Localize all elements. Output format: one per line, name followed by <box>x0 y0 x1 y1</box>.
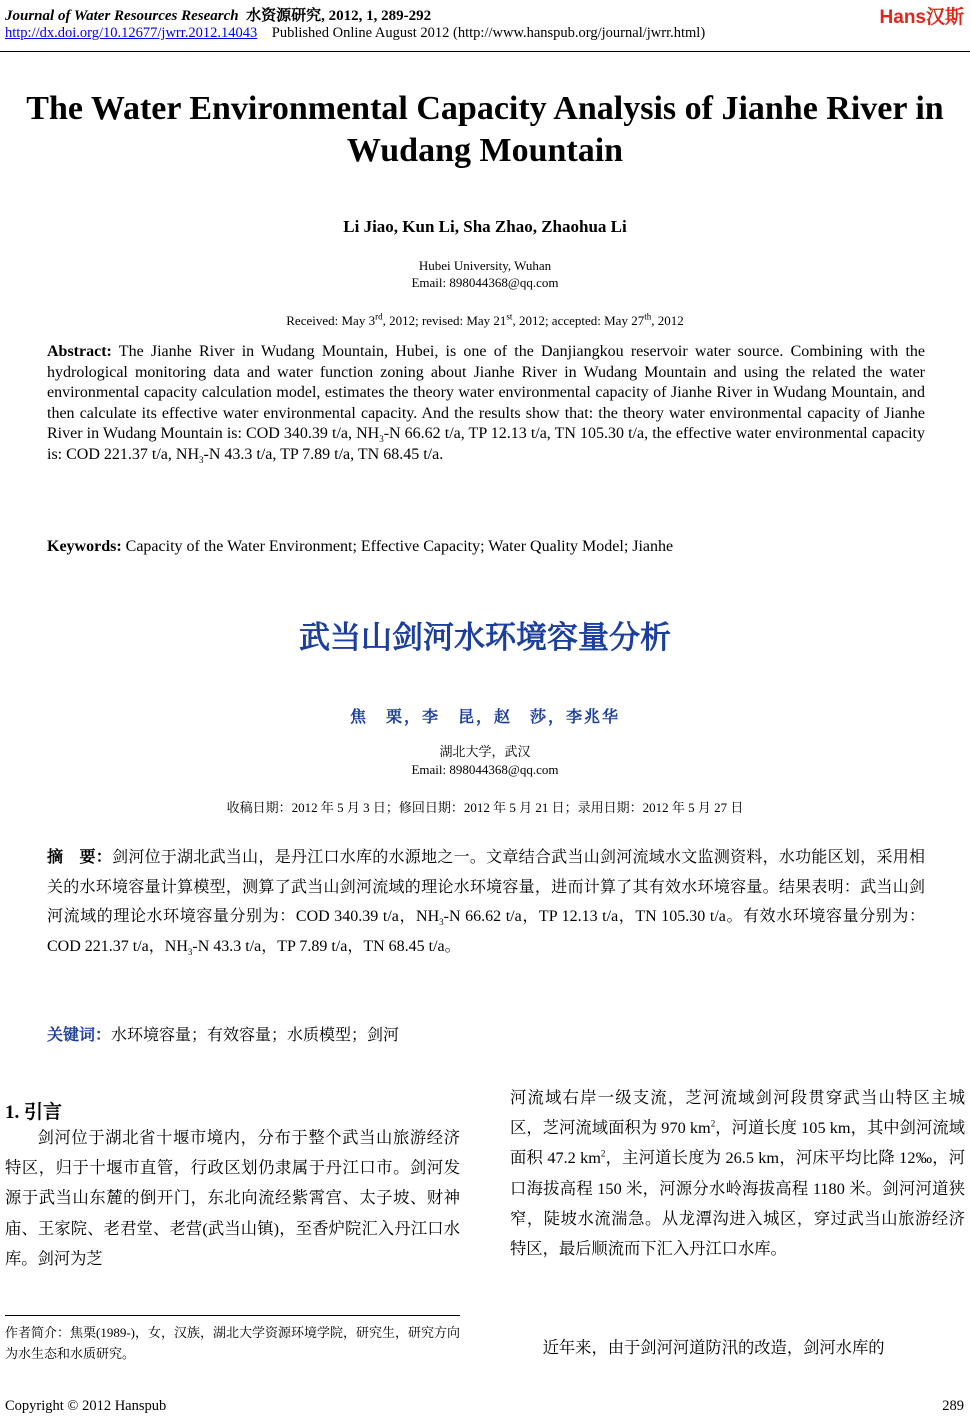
chinese-title: 武当山剑河水环境容量分析 <box>299 620 671 656</box>
authors: Li Jiao, Kun Li, Sha Zhao, Zhaohua Li <box>343 217 627 236</box>
page-number: 289 <box>942 1398 964 1414</box>
chinese-keywords <box>47 1021 925 1051</box>
abstract <box>47 342 925 466</box>
chinese-abstract <box>47 843 925 961</box>
intro-paragraph-left: 剑河位于湖北省十堰市境内，分布于整个武当山旅游经济特区，归于十堰市直管，行政区划仍隶属于丹江口市。剑河发源于武当山东麓的倒开门，东北向流经紫霄宫、太子坡、财神庙、王家院、老君堂、老营(武当山镇)，至香炉院汇入丹江口水库。剑河为芝 <box>5 1128 460 1268</box>
journal-issue: 水资源研究, 2012, 1, 289-292 <box>246 8 432 24</box>
chinese-affiliation: 湖北大学，武汉 <box>439 744 531 759</box>
copyright: Copyright © 2012 Hanspub <box>5 1398 167 1414</box>
text-segment: 2 <box>710 1118 716 1129</box>
author-footnote: 作者简介：焦栗(1989-)，女，汉族，湖北大学资源环境学院，研究生，研究方向为水生态和水质研究。 <box>5 1325 460 1361</box>
text-segment: -N 43.3 t/a，TP 7.89 t/a，TN 68.45 t/a。 <box>192 937 461 955</box>
chinese-authors: 焦 栗，李 昆，赵 莎，李兆华 <box>349 709 620 726</box>
text-segment: -N 66.62 t/a，TP 12.13 t/a，TN 105.30 t/a。有效水环境容量分别为：COD 221.37 t/a，NH <box>47 908 925 955</box>
text-segment: 3 <box>187 946 193 957</box>
hans-logo: Hans汉斯 <box>879 7 964 28</box>
text-segment: , 2012; accepted: May 27 <box>512 313 645 328</box>
doi-line <box>5 25 705 42</box>
text-segment: The Jianhe River in Wudang Mountain, Hubei, is one of the Danjiangkou reservoir water source. Combining with the hydrological monitoring data and water function zoning about Jianhe River in Wudang Mountain and using the related the water environmental capacity calculation model, estimates the theory water environmental capacity of Jianhe River in Wudang Mountain, and then calculate its effective water environmental capacity. And the results show that: the theory water environmental capacity of Jianhe River in Wudang Mountain is: COD 340.39 t/a, NH <box>47 343 926 443</box>
text-segment: , 2012; revised: May 21 <box>382 313 507 328</box>
email: Email: 898044368@qq.com <box>411 275 559 290</box>
text-segment: 3 <box>199 455 204 466</box>
text-segment: -N 66.62 t/a, TP 12.13 t/a, TN 105.30 t/a, the effective water environmental capacity is: COD 221.37 t/a, NH <box>47 425 926 463</box>
text-segment: 剑河位于湖北武当山，是丹江口水库的水源地之一。文章结合武当山剑河流域水文监测资料，水功能区划，采用相关的水环境容量计算模型，测算了武当山剑河流域的理论水环境容量，进而计算了其有效水环境容量。结果表明：武当山剑河流域的理论水环境容量分别为：COD 340.39 t/a，NH <box>47 849 925 925</box>
chinese-abstract-label: 摘 要： <box>47 849 113 866</box>
published-info: Published Online August 2012 (http://www.hanspub.org/journal/jwrr.html) <box>271 25 706 41</box>
doi-link[interactable]: http://dx.doi.org/10.12677/jwrr.2012.14043 <box>5 25 258 41</box>
chinese-keywords-label: 关键词： <box>47 1027 112 1044</box>
text-segment: 2 <box>600 1148 606 1159</box>
text-segment: ，河道长度 105 km，其中剑河流域面积 47.2 km <box>510 1118 965 1168</box>
text-segment: 河流域右岸一级支流，芝河流域剑河段贯穿武当山特区主城区，芝河流域面积为 970 km <box>510 1088 965 1138</box>
text-segment: 3 <box>379 434 384 445</box>
paper-title: The Water Environmental Capacity Analysis of Jianhe River in Wudang Mountain <box>26 90 944 169</box>
text-segment: -N 43.3 t/a, TP 7.89 t/a, TN 68.45 t/a. <box>203 445 444 463</box>
received-dates <box>0 313 970 329</box>
text-segment: th <box>644 311 652 322</box>
journal-name: Journal of Water Resources Research <box>5 8 239 24</box>
text-segment: 水环境容量；有效容量；水质模型；剑河 <box>111 1027 400 1044</box>
text-segment: st <box>506 311 513 322</box>
text-segment: ，主河道长度为 26.5 km，河床平均比降 12‰，河口海拔高程 150 米，河源分水岭海拔高程 1180 米。剑河河道狭窄，陡坡水流湍急。从龙潭沟进入城区，穿过武当山旅游经济特区，最后顺流而下汇入丹江口水库。 <box>510 1148 965 1259</box>
text-segment: 3 <box>439 917 444 928</box>
abstract-label: Abstract: <box>47 343 112 360</box>
intro-paragraph-right-2: 近年来，由于剑河河道防汛的改造，剑河水库的 <box>542 1338 885 1357</box>
journal-header <box>5 4 431 25</box>
intro-paragraph-right <box>510 1083 965 1264</box>
text-segment: Received: May 3 <box>286 313 376 328</box>
text-segment: rd <box>375 311 383 322</box>
chinese-dates: 收稿日期：2012 年 5 月 3 日；修回日期：2012 年 5 月 21 日；录用日期：2012 年 5 月 27 日 <box>226 800 744 815</box>
keywords-label: Keywords: <box>47 538 122 555</box>
header-divider <box>0 51 970 52</box>
section-heading: 1. 引言 <box>5 1102 63 1123</box>
text-segment: Capacity of the Water Environment; Effective Capacity; Water Quality Model; Jianhe <box>125 538 674 555</box>
keywords <box>47 537 925 558</box>
affiliation: Hubei University, Wuhan <box>418 258 552 273</box>
chinese-email: Email: 898044368@qq.com <box>411 762 559 777</box>
footnote-divider <box>5 1315 460 1316</box>
text-segment: , 2012 <box>651 313 684 328</box>
page-footer <box>5 1398 964 1415</box>
